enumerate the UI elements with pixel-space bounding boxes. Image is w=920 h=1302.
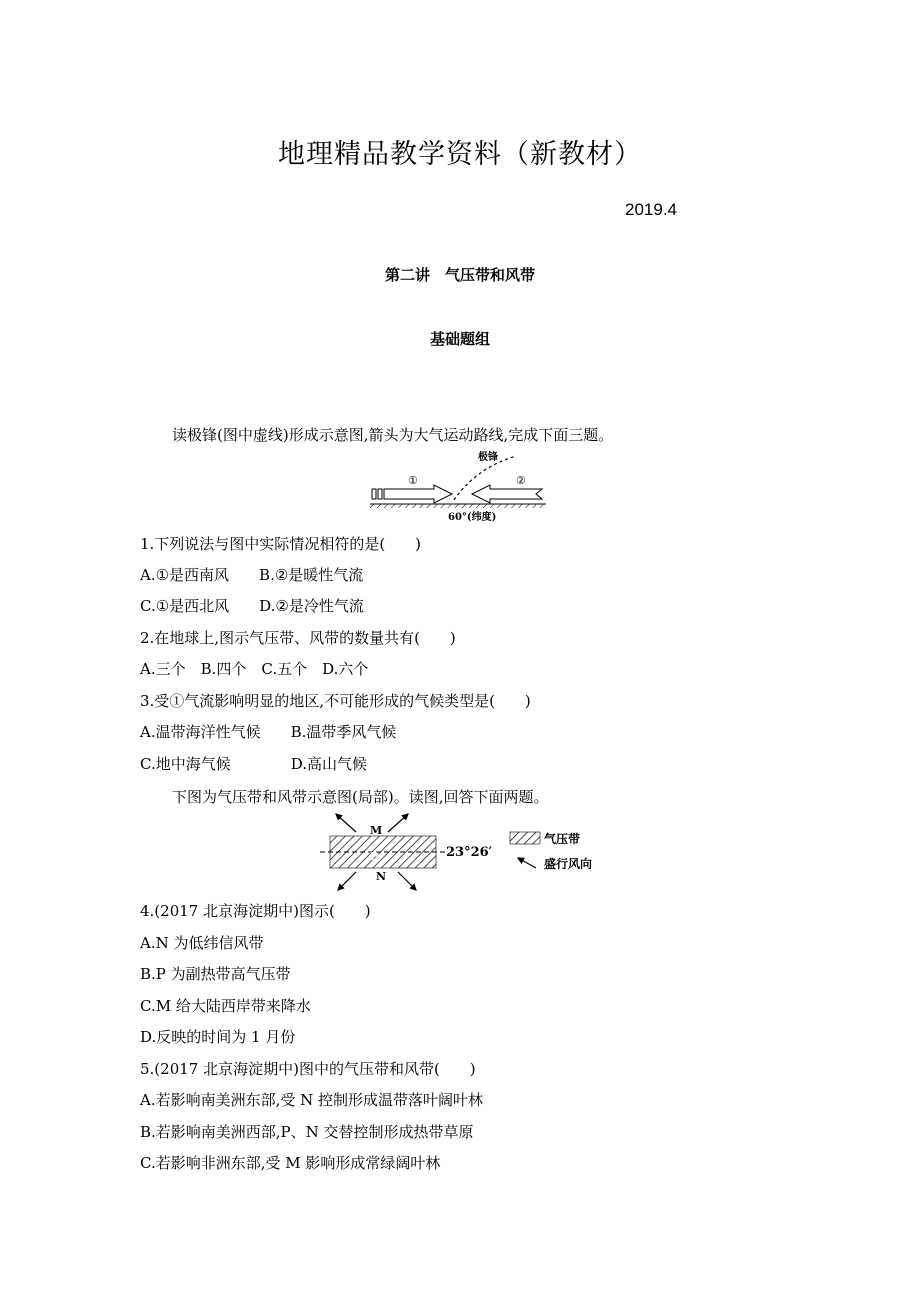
arrow-1-shape	[384, 485, 452, 503]
question-1-options-row-2: C.①是西北风 D.②是冷性气流	[140, 597, 364, 615]
intro-paragraph-2: 下图为气压带和风带示意图(局部)。读图,回答下面两题。	[172, 788, 549, 806]
question-5-option-a: A.若影响南美洲东部,受 N 控制形成温带落叶阔叶林	[140, 1091, 484, 1109]
pressure-wind-belt-diagram	[318, 812, 608, 892]
question-5-option-b: B.若影响南美洲西部,P、N 交替控制形成热带草原	[140, 1123, 474, 1141]
question-3-options-row-2: C.地中海气候 D.高山气候	[140, 755, 367, 773]
question-4-stem: 4.(2017 北京海淀期中)图示( )	[140, 902, 371, 920]
question-4-option-d: D.反映的时间为 1 月份	[140, 1028, 296, 1046]
label-p: P	[370, 850, 379, 863]
question-4-option-a: A.N 为低纬信风带	[140, 934, 264, 952]
section-title: 基础题组	[429, 330, 490, 348]
polar-front-label: 极锋	[478, 452, 498, 463]
question-3-stem: 3.受①气流影响明显的地区,不可能形成的气候类型是( )	[140, 692, 531, 710]
legend-wind-label: 盛行风向	[544, 857, 593, 871]
legend-pressure-belt-swatch	[510, 832, 540, 844]
ground-hatch	[370, 504, 546, 508]
latitude-23-26-label: 23°26′	[446, 845, 493, 860]
question-2-options: A.三个 B.四个 C.五个 D.六个	[140, 660, 369, 678]
question-2-stem: 2.在地球上,图示气压带、风带的数量共有( )	[140, 629, 456, 647]
question-1-options-row-1: A.①是西南风 B.②是暖性气流	[140, 566, 364, 584]
arrow1-tail-mark	[372, 489, 376, 499]
label-m: M	[370, 824, 383, 837]
label-n: N	[376, 870, 387, 883]
polar-front-diagram	[366, 448, 556, 524]
question-4-option-b: B.P 为副热带高气压带	[140, 965, 291, 983]
lesson-title: 第二讲 气压带和风带	[384, 266, 535, 284]
legend-wind-arrow-icon	[518, 858, 536, 868]
wind-arrow	[338, 872, 356, 890]
wind-arrow	[336, 814, 356, 832]
question-5-stem: 5.(2017 北京海淀期中)图中的气压带和风带( )	[140, 1060, 476, 1078]
legend-pressure-belt-label: 气压带	[544, 832, 581, 846]
question-4-option-c: C.M 给大陆西岸带来降水	[140, 997, 311, 1015]
question-1-stem: 1.下列说法与图中实际情况相符的是( )	[140, 535, 422, 553]
arrow1-tail-mark	[378, 489, 382, 499]
question-5-option-c: C.若影响非洲东部,受 M 影响形成常绿阔叶林	[140, 1154, 441, 1172]
question-3-options-row-1: A.温带海洋性气候 B.温带季风气候	[140, 723, 397, 741]
document-title: 地理精品教学资料（新教材）	[278, 139, 642, 170]
intro-paragraph-1: 读极锋(图中虚线)形成示意图,箭头为大气运动路线,完成下面三题。	[172, 426, 614, 444]
document-date: 2019.4	[625, 200, 677, 219]
wind-arrow	[398, 872, 416, 890]
arrow-1-label: ①	[408, 474, 418, 487]
arrow-2-label: ②	[516, 474, 526, 487]
wind-arrow	[388, 814, 408, 832]
arrow-2-shape	[472, 485, 542, 503]
latitude-label: 60°(纬度)	[448, 512, 497, 523]
